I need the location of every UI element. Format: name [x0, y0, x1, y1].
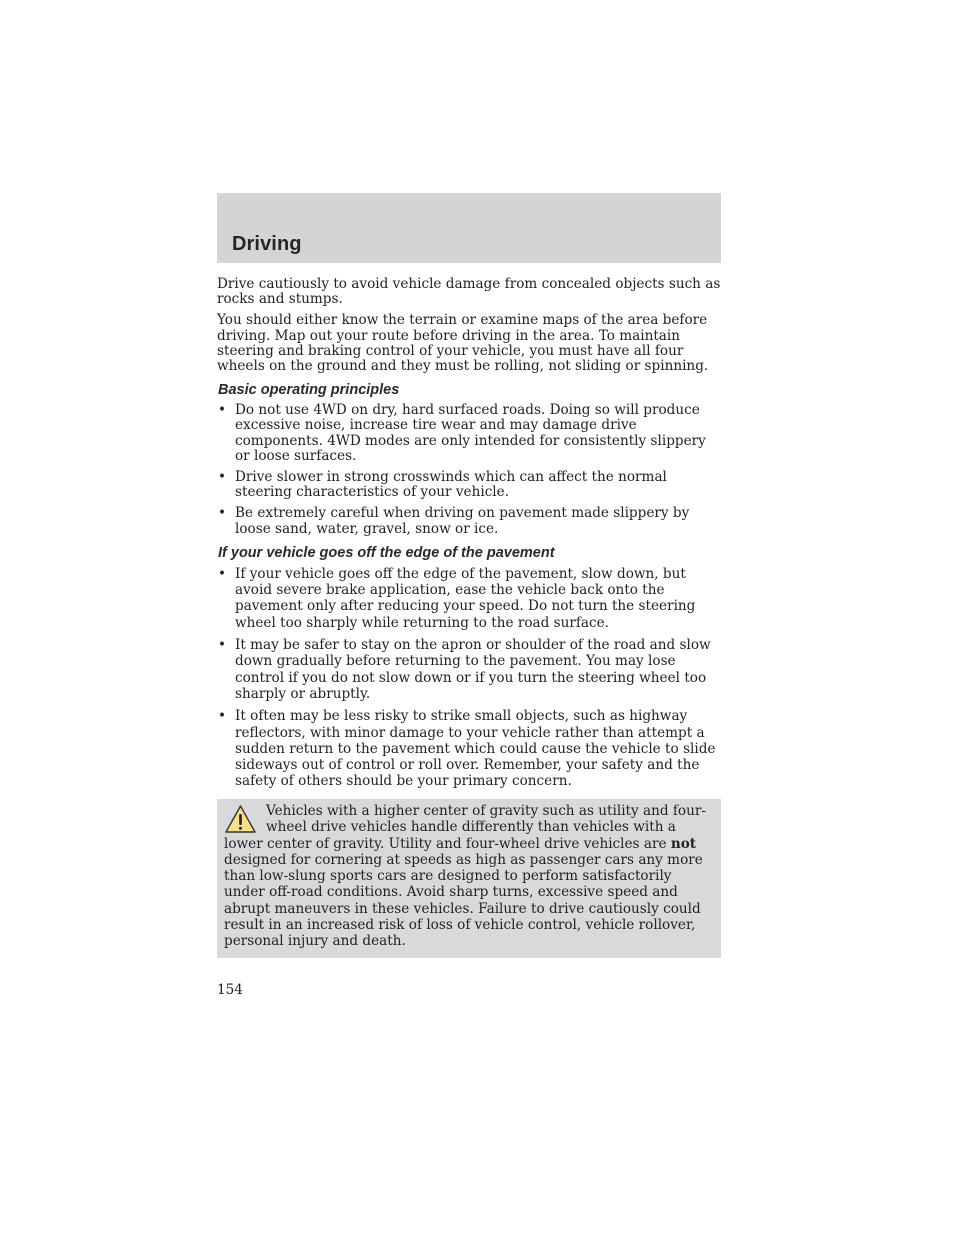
page-number: 154	[217, 982, 243, 998]
list-item-text: It may be safer to stay on the apron or shoulder of the road and slow down gradually before returning to the pavement. You may lose control if you do not slow down or if you turn the steering wheel too sharply or abruptly.	[235, 637, 711, 702]
list-item-text: Drive slower in strong crosswinds which can affect the normal steering characteristics of your vehicle.	[235, 469, 667, 501]
list-item	[217, 470, 723, 500]
bullet-list-basic-principles	[217, 403, 723, 537]
list-item-text: It often may be less risky to strike small objects, such as highway reflectors, with minor damage to your vehicle rather than attempt a sudden return to the pavement which could cause the vehicle to slide sideways out of control or roll over. Remember, your safety and the safety of others should be your primary concern.	[235, 708, 716, 790]
warning-text-end: designed for cornering at speeds as high as passenger cars any more than low-slung sports cars are designed to perform satisfactorily under off-road conditions. Avoid sharp turns, excessive speed and abrupt maneuvers in these vehicles. Failure to drive cautiously could result in an increased risk of loss of vehicle control, vehicle rollover, personal injury and death.	[224, 851, 703, 950]
warning-box	[217, 799, 721, 958]
list-item	[217, 403, 723, 464]
warning-text-start: Vehicles with a higher center of gravity such as utility and four-wheel drive vehicles handle differently than vehicles with a lower center of gravity. Utility and four-wheel drive vehicles are	[224, 803, 706, 852]
list-item	[217, 708, 723, 789]
section-title: Driving	[232, 233, 302, 255]
intro-paragraph-2: You should either know the terrain or examine maps of the area before driving. Map out your route before driving in the area. To maintain steering and braking control of your vehicle, you must have all four wheels on the ground and they must be rolling, not sliding or spinning.	[217, 312, 709, 375]
intro-paragraph-1: Drive cautiously to avoid vehicle damage from concealed objects such as rocks and stumps.	[217, 276, 721, 308]
list-item	[217, 637, 723, 702]
list-item	[217, 566, 723, 631]
bullet-icon: •	[218, 402, 227, 419]
subheading-off-pavement: If your vehicle goes off the edge of the pavement	[218, 544, 555, 561]
list-item-text: Be extremely careful when driving on pavement made slippery by loose sand, water, gravel, snow or ice.	[235, 505, 690, 537]
list-item-text: Do not use 4WD on dry, hard surfaced roads. Doing so will produce excessive noise, increase tire wear and may damage drive components. 4WD modes are only intended for consistently slippery or loose surfaces.	[235, 402, 706, 464]
list-item	[217, 506, 723, 536]
subheading-basic-operating-principles: Basic operating principles	[218, 382, 400, 399]
main-content	[217, 277, 723, 796]
warning-text	[224, 803, 712, 950]
warning-text-emphasis: not	[670, 835, 697, 852]
section-header-band	[217, 193, 721, 263]
bullet-icon: •	[218, 708, 227, 725]
bullet-icon: •	[218, 505, 227, 522]
bullet-list-off-pavement	[217, 566, 723, 790]
bullet-icon: •	[218, 469, 227, 486]
bullet-icon: •	[218, 637, 227, 654]
bullet-icon: •	[218, 565, 227, 582]
list-item-text: If your vehicle goes off the edge of the pavement, slow down, but avoid severe brake application, ease the vehicle back onto the pavement only after reducing your speed. Do not turn the steering wheel too sharply while returning to the road surface.	[235, 565, 696, 631]
